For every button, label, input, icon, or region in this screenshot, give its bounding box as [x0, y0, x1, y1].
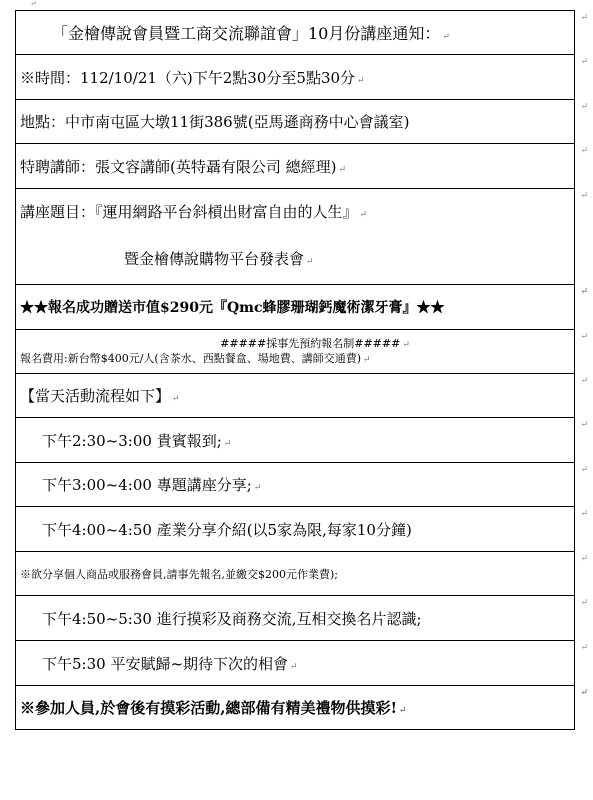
- event-place: 地點：中市南屯區大墩11街386號(亞馬遜商務中心會議室): [20, 113, 410, 131]
- share-note: ※欲分享個人商品或服務會員,請事先報名,並繳交$200元作業費);: [20, 567, 338, 581]
- event-topic: 講座題目：『運用網路平台斜槓出財富自由的人生』: [20, 202, 358, 221]
- event-speaker: 特聘講師：張文容講師(英特聶有限公司 總經理): [20, 157, 337, 176]
- time-cell: [16, 55, 588, 100]
- table-row: [16, 418, 575, 463]
- cell-end-mark: ↵: [580, 57, 588, 67]
- cell-end-mark: ↵: [580, 688, 588, 698]
- table-row: [16, 686, 575, 730]
- notice-title: 「金檜傳說會員暨工商交流聯誼會」10月份講座通知：: [52, 24, 441, 43]
- table-row: [16, 463, 575, 507]
- schedule-step-4: 下午4:50~5:30 進行摸彩及商務交流,互相交換名片認識;: [42, 609, 422, 628]
- notice-title-cell: [16, 11, 588, 55]
- table-row: [16, 596, 575, 641]
- speaker-cell: [16, 144, 588, 189]
- paragraph-mark: ↵: [290, 661, 298, 672]
- cell-end-mark: ↵: [580, 598, 588, 608]
- flow-header-cell: [16, 374, 588, 418]
- cell-end-mark: ↵: [580, 554, 588, 564]
- prereg-note: #####採事先預約報名制#####: [220, 336, 401, 350]
- table-row: [16, 189, 575, 285]
- paragraph-mark: ↵: [253, 483, 262, 493]
- step4-cell: [16, 596, 588, 641]
- gift-cell: [16, 285, 588, 330]
- cell-end-mark: ↵: [580, 509, 588, 519]
- table-row: [16, 285, 575, 330]
- paragraph-mark: ↵: [442, 32, 450, 42]
- cell-end-mark: ↵: [580, 191, 588, 201]
- table-row: [16, 507, 575, 552]
- schedule-step-3: 下午4:00~4:50 產業分享介紹(以5家為限,每家10分鐘): [42, 520, 412, 539]
- paragraph-mark: ↵: [402, 339, 410, 350]
- topic-cell: [16, 189, 588, 285]
- share-note-cell: [16, 552, 588, 596]
- cell-end-mark: ↵: [580, 376, 588, 386]
- table-row: [16, 100, 575, 144]
- closing-note: ※參加人員,於會後有摸彩活動,總部備有精美禮物供摸彩!: [20, 699, 398, 717]
- paragraph-mark: ↵: [172, 394, 180, 404]
- schedule-step-2: 下午3:00~4:00 專題講座分享;: [42, 476, 252, 494]
- paragraph-mark: ↵: [30, 0, 37, 8]
- notice-table: [15, 10, 588, 730]
- schedule-step-5: 下午5:30 平安賦歸~期待下次的相會: [42, 654, 289, 673]
- paragraph-mark: ↵: [306, 256, 314, 267]
- step1-cell: [16, 418, 588, 463]
- step2-cell: [16, 463, 588, 507]
- cell-end-mark: ↵: [580, 102, 588, 112]
- cell-end-mark: ↵: [580, 332, 588, 342]
- paragraph-mark: ↵: [363, 354, 371, 365]
- place-cell: [16, 100, 588, 144]
- gift-offer: ★★報名成功贈送市值$290元『Qmc蜂膠珊瑚鈣魔術潔牙膏』★★: [20, 300, 445, 316]
- paragraph-mark: ↵: [223, 438, 232, 449]
- paragraph-mark: ↵: [338, 164, 347, 175]
- schedule-step-1: 下午2:30~3:00 貴賓報到;: [42, 431, 222, 450]
- paragraph-mark: ↵: [357, 75, 365, 86]
- table-row: [16, 330, 575, 374]
- table-row: [16, 55, 575, 100]
- step5-cell: [16, 641, 588, 686]
- cell-end-mark: ↵: [580, 420, 588, 430]
- cell-end-mark: ↵: [580, 146, 588, 156]
- step3-cell: [16, 507, 588, 552]
- cell-end-mark: ↵: [580, 643, 588, 653]
- cell-end-mark: ↵: [580, 13, 588, 23]
- table-row: [16, 144, 575, 189]
- flow-header: 【當天活動流程如下】: [20, 387, 171, 405]
- table-row: [16, 11, 575, 55]
- registration-fee: 報名費用:新台幣$400元/人(含茶水、西點餐盒、場地費、講師交通費): [20, 351, 361, 365]
- paragraph-mark: ↵: [359, 209, 368, 220]
- paragraph-mark: ↵: [399, 706, 407, 716]
- fee-cell: [16, 330, 588, 374]
- cell-end-mark: ↵: [580, 287, 588, 297]
- cell-end-mark: ↵: [580, 465, 588, 475]
- event-time: ※時間：112/10/21（六)下午2點30分至5點30分: [20, 68, 356, 87]
- table-row: [16, 641, 575, 686]
- table-row: [16, 374, 575, 418]
- event-subtopic: 暨金檜傳說購物平台發表會: [124, 249, 305, 268]
- table-row: [16, 552, 575, 596]
- closing-cell: [16, 686, 588, 730]
